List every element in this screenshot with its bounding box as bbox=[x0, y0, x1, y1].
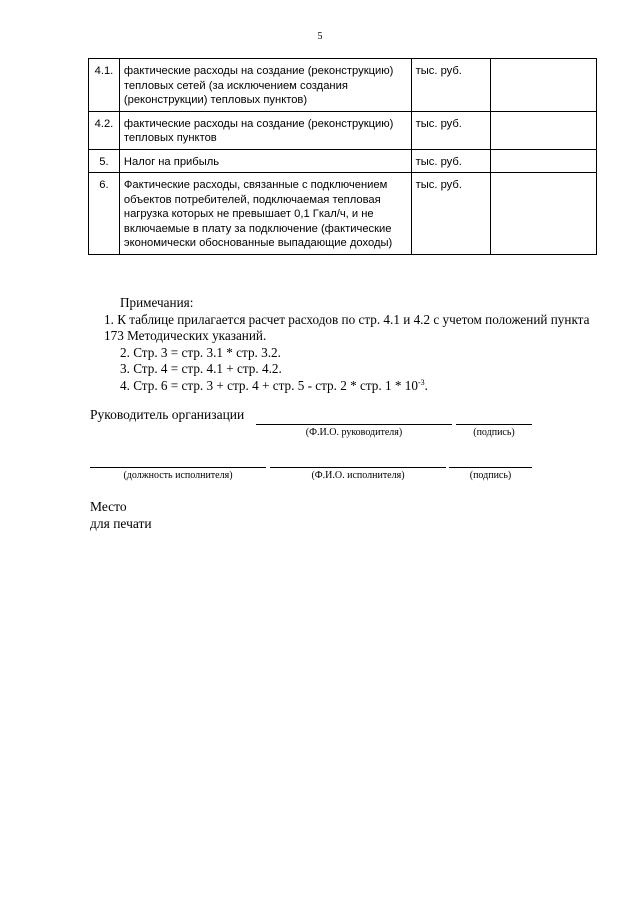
row-number: 6. bbox=[89, 173, 120, 255]
row-value bbox=[491, 59, 597, 112]
row-description: Налог на прибыль bbox=[119, 149, 411, 173]
row-value bbox=[491, 149, 597, 173]
row-number: 4.2. bbox=[89, 111, 120, 149]
head-name-line bbox=[256, 424, 452, 425]
executor-position-caption: (должность исполнителя) bbox=[123, 470, 233, 481]
table-row bbox=[89, 59, 597, 112]
table-row bbox=[89, 111, 597, 149]
row-number: 5. bbox=[89, 149, 120, 173]
notes-section bbox=[90, 295, 600, 394]
executor-name-line bbox=[270, 467, 446, 468]
head-name-caption: (Ф.И.О. руководителя) bbox=[305, 427, 403, 438]
notes-heading: Примечания: bbox=[120, 295, 194, 310]
stamp-line: для печати bbox=[90, 516, 152, 531]
row-description: фактические расходы на создание (реконструкцию) тепловых пунктов bbox=[119, 111, 411, 149]
row-unit: тыс. руб. bbox=[411, 149, 490, 173]
note-item: 2. Стр. 3 = стр. 3.1 * стр. 3.2. bbox=[120, 344, 281, 360]
executor-signature-caption: (подпись) bbox=[469, 470, 512, 481]
executor-name-caption: (Ф.И.О. исполнителя) bbox=[311, 470, 405, 481]
executor-signature-line bbox=[449, 467, 532, 468]
note-item: 3. Стр. 4 = стр. 4.1 + стр. 4.2. bbox=[120, 361, 282, 376]
table-row bbox=[89, 149, 597, 173]
row-description: фактические расходы на создание (реконструкцию) тепловых сетей (за исключением создания (реконструкции) тепловых пунктов) bbox=[119, 59, 411, 112]
expenses-table bbox=[88, 58, 597, 255]
note-end: . bbox=[424, 377, 428, 393]
row-unit: тыс. руб. bbox=[411, 173, 490, 255]
head-signature-line bbox=[456, 424, 532, 425]
row-unit: тыс. руб. bbox=[411, 59, 490, 112]
head-signature-caption: (подпись) bbox=[473, 427, 515, 438]
page-number: 5 bbox=[317, 31, 323, 42]
executor-position-line bbox=[90, 467, 266, 468]
table-row bbox=[89, 173, 597, 255]
row-value bbox=[491, 111, 597, 149]
note-exponent: -3 bbox=[417, 377, 425, 387]
note-text: 4. Стр. 6 = стр. 3 + стр. 4 + стр. 5 - стр. 2 * стр. 1 * 10 bbox=[120, 377, 418, 393]
row-value bbox=[491, 173, 597, 255]
row-unit: тыс. руб. bbox=[411, 111, 490, 149]
note-item bbox=[90, 378, 600, 395]
stamp-line: Место bbox=[90, 499, 127, 514]
note-item: 1. К таблице прилагается расчет расходов по стр. 4.1 и 4.2 с учетом положений пункта 173 Методических указаний. bbox=[104, 311, 590, 343]
row-description: Фактические расходы, связанные с подключением объектов потребителей, подключаемая тепловая нагрузка которых не превышает 0,1 Гкал/ч, и не включаемые в плату за подключение (фактические экономически обоснованные выпадающие доходы) bbox=[119, 173, 411, 255]
head-of-organization-label: Руководитель организации bbox=[90, 407, 245, 422]
stamp-place bbox=[90, 498, 152, 532]
row-number: 4.1. bbox=[89, 59, 120, 112]
